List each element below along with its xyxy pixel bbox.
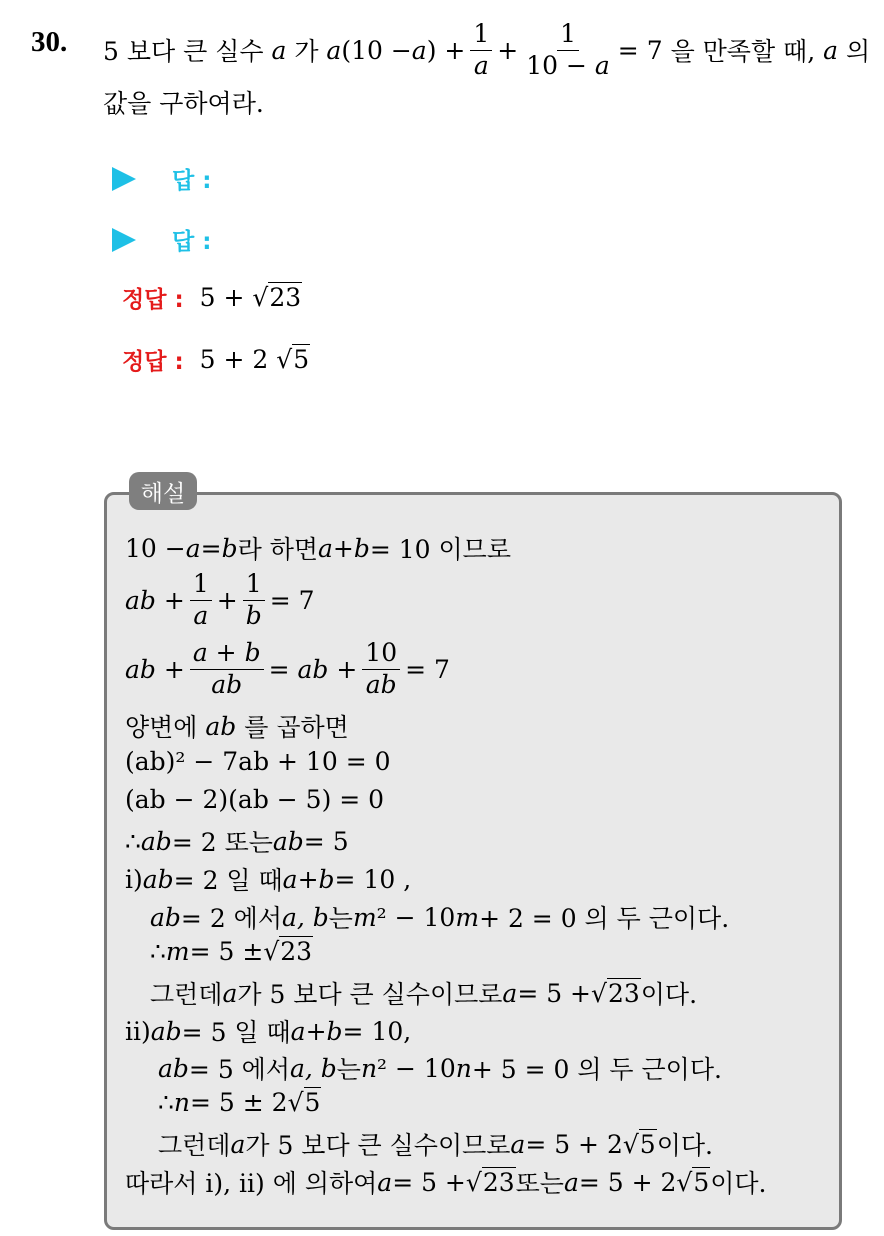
explanation-line: ab = 5 에서 a, b 는 n ² − 10 n + 5 = 0 의 두 근이다. — [158, 1053, 722, 1084]
correct-answer-row — [112, 343, 310, 376]
var: a — [271, 35, 287, 65]
answer-row — [112, 162, 211, 195]
text: 의 — [845, 37, 871, 66]
correct-answer-row — [112, 281, 302, 314]
var: a — [823, 35, 839, 65]
plus: + — [444, 35, 466, 65]
plus: + — [497, 35, 519, 65]
explanation-line: ab + $\frac{a + b}{ab}$ = ab + $\frac{10}{ab}$ = 7 — [125, 637, 450, 699]
explanation-line: (ab)² − 7ab + 10 = 0 — [125, 747, 391, 776]
explanation-line: i) ab = 2 일 때 a + b = 10 , — [125, 864, 412, 895]
text: 가 — [294, 37, 319, 66]
explanation-line: ∴ ab = 2 또는 ab = 5 — [125, 826, 349, 857]
answer-label: 답 : — [172, 168, 212, 194]
play-arrow-icon — [112, 167, 136, 191]
explanation-line: (ab − 2)(ab − 5) = 0 — [125, 785, 385, 814]
play-arrow-icon — [112, 228, 136, 252]
var: a — [326, 35, 342, 65]
correct-label: 정답 : — [122, 287, 184, 313]
answer-row — [112, 223, 211, 256]
problem-number: 30. — [31, 26, 68, 58]
text: 5 보다 큰 실수 — [103, 37, 264, 66]
explanation-line: 따라서 i), ii) 에 의하여 a = 5 + √23 또는 a = 5 + 2 √5 이다. — [125, 1167, 767, 1198]
fraction-1-over-a: $\frac{1}{a}$ — [470, 20, 492, 81]
explanation-line: 10 − a = b 라 하면 a + b = 10 이므로 — [125, 533, 511, 564]
explanation-tag: 해설 — [129, 472, 197, 510]
answer-label: 답 : — [172, 229, 212, 255]
explanation-line: ii) ab = 5 일 때 a + b = 10, — [125, 1016, 412, 1047]
eq: = 7 — [617, 35, 663, 65]
problem-statement — [103, 20, 870, 80]
explanation-line: ab + $\frac{1}{a}$ + $\frac{1}{b}$ = 7 — [125, 568, 315, 630]
fraction-1-over-10-a: $\frac{1}{10 - a}$ — [526, 18, 610, 80]
correct-answer: 5 + 2 √5 — [199, 345, 310, 374]
explanation-line: ∴ n = 5 ± 2 √5 — [158, 1088, 321, 1117]
explanation-line: ∴ m = 5 ± √23 — [150, 937, 313, 966]
problem-line-2: 값을 구하여라. — [103, 89, 264, 118]
correct-answer: 5 + √23 — [199, 283, 302, 312]
explanation-line: ab = 2 에서 a, b 는 m ² − 10 m + 2 = 0 의 두 근이다. — [150, 902, 730, 933]
explanation-line: 그런데 a 가 5 보다 큰 실수이므로 a = 5 + 2 √5 이다. — [158, 1129, 713, 1160]
var: a — [411, 35, 427, 65]
correct-label: 정답 : — [122, 349, 184, 375]
explanation-line: 그런데 a 가 5 보다 큰 실수이므로 a = 5 + √23 이다. — [150, 978, 698, 1009]
expr: ) — [426, 35, 437, 65]
explanation-line: 양변에 ab 를 곱하면 — [125, 711, 349, 742]
text: 을 만족할 때, — [670, 37, 816, 66]
expr: (10 − — [341, 35, 412, 65]
